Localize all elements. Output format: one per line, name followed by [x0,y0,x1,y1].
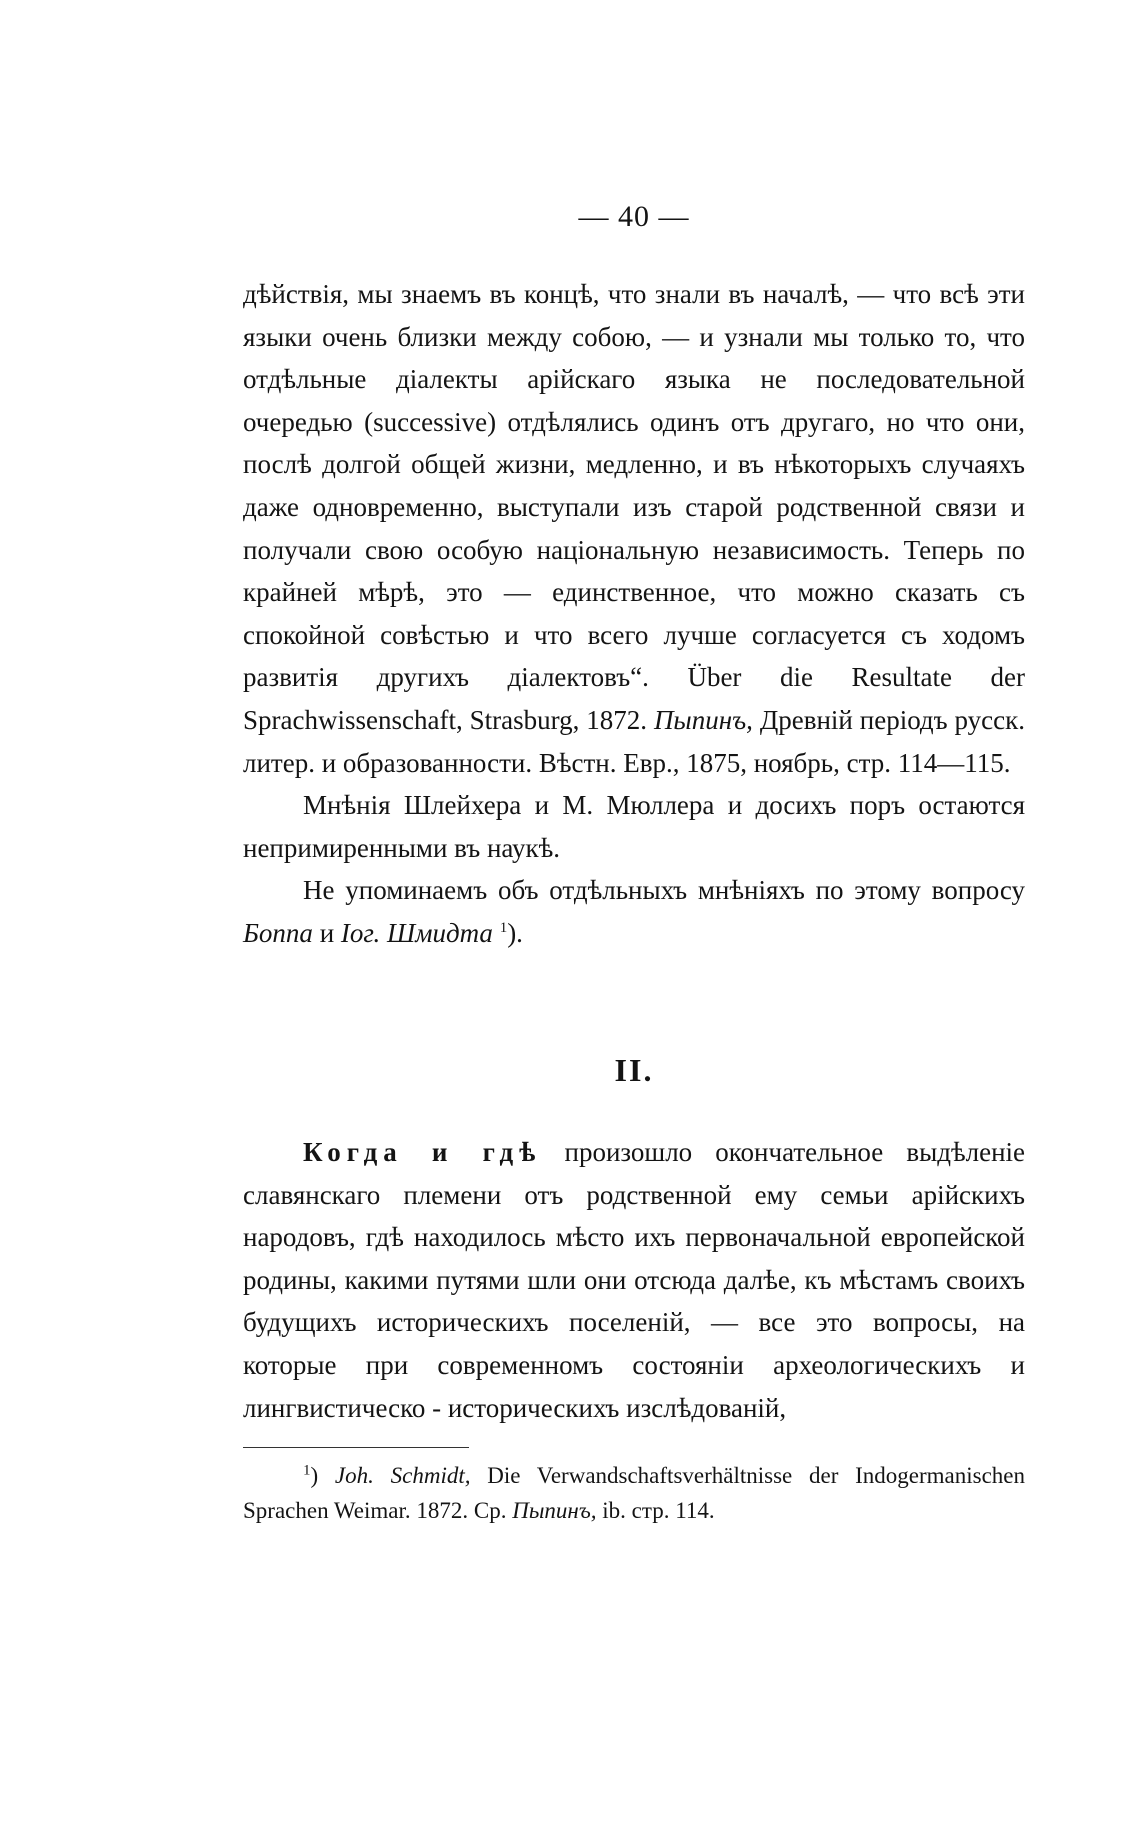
name-schmidt: Іог. Шмидта [340,917,493,948]
footnote-reference[interactable]: 1 [499,919,508,936]
footnote-text-b: ib. стр. 114. [602,1498,715,1523]
footnote-mark: 1 [303,1462,311,1479]
section-paragraph [243,1131,1025,1429]
paragraph-continued [243,273,1025,784]
section-paragraph-text: произошло окончательное выдѣленіе славянскаго племени отъ родственной ему семьи арійскихъ народовъ, гдѣ находилось мѣсто ихъ первоначальной европейской родины, какими путями шли они отсюда далѣе, къ мѣстамъ своихъ будущихъ историческихъ поселеній, — все это вопросы, на которые при современномъ состояніи археологическихъ и лингвистическо - историческихъ изслѣдованій, [243,1137,1026,1423]
paragraph-1-text-b: Древній періодъ русск. литер. и образованности. Вѣстн. Евр., 1875, ноябрь, стр. 114—115. [243,704,1026,778]
footnote-text-a: Die Verwandschaftsverhältnisse der Indogermanischen Sprachen Weimar. 1872. Ср. [243,1463,1025,1523]
conjunction: и [319,917,335,948]
paragraph-not-mentioned [243,869,1025,954]
body-text [243,273,1025,955]
paragraph-opinions: Мнѣнія Шлейхера и М. Мюллера и досихъ поръ остаются непримиренными въ наукѣ. [243,790,1025,863]
section-heading: II. [614,1052,654,1088]
name-bopp: Боппа [243,917,313,948]
footnote-author-2: Пыпинъ, [512,1498,597,1523]
paragraph-3-end: ). [507,917,523,948]
paragraph-1-text-a: дѣйствія, мы знаемъ въ концѣ, что знали въ началѣ, — что всѣ эти языки очень близки между собою, — и узнали мы только то, что отдѣльные діалекты арійскаго языка не последовательной очередью (successive) отдѣлялись одинъ отъ другаго, но что они, послѣ долгой общей жизни, медленно, и въ нѣкоторыхъ случаяхъ даже одновременно, выступали изъ старой родственной связи и получали свою особую національную независимость. Теперь по крайней мѣрѣ, это — единственное, что можно сказать съ спокойной совѣстью и что всего лучше согласуется съ ходомъ развитія другихъ діалектовъ“. Über die Resultate der Sprachwissenschaft, Strasburg, 1872. [243,279,1025,735]
footnote [243,1458,1025,1528]
footnote-author: Joh. Schmidt, [334,1463,471,1488]
paragraph-3-text: Не упоминаемъ объ отдѣльныхъ мнѣніяхъ по этому вопросу [303,875,1025,906]
footnote-mark-close: ) [310,1463,319,1488]
page-number: — 40 — [578,200,690,233]
section-lead-words: Когда и гдѣ [303,1137,542,1167]
footnote-divider [243,1447,469,1448]
author-italic-pypin: Пыпинъ, [653,704,753,735]
